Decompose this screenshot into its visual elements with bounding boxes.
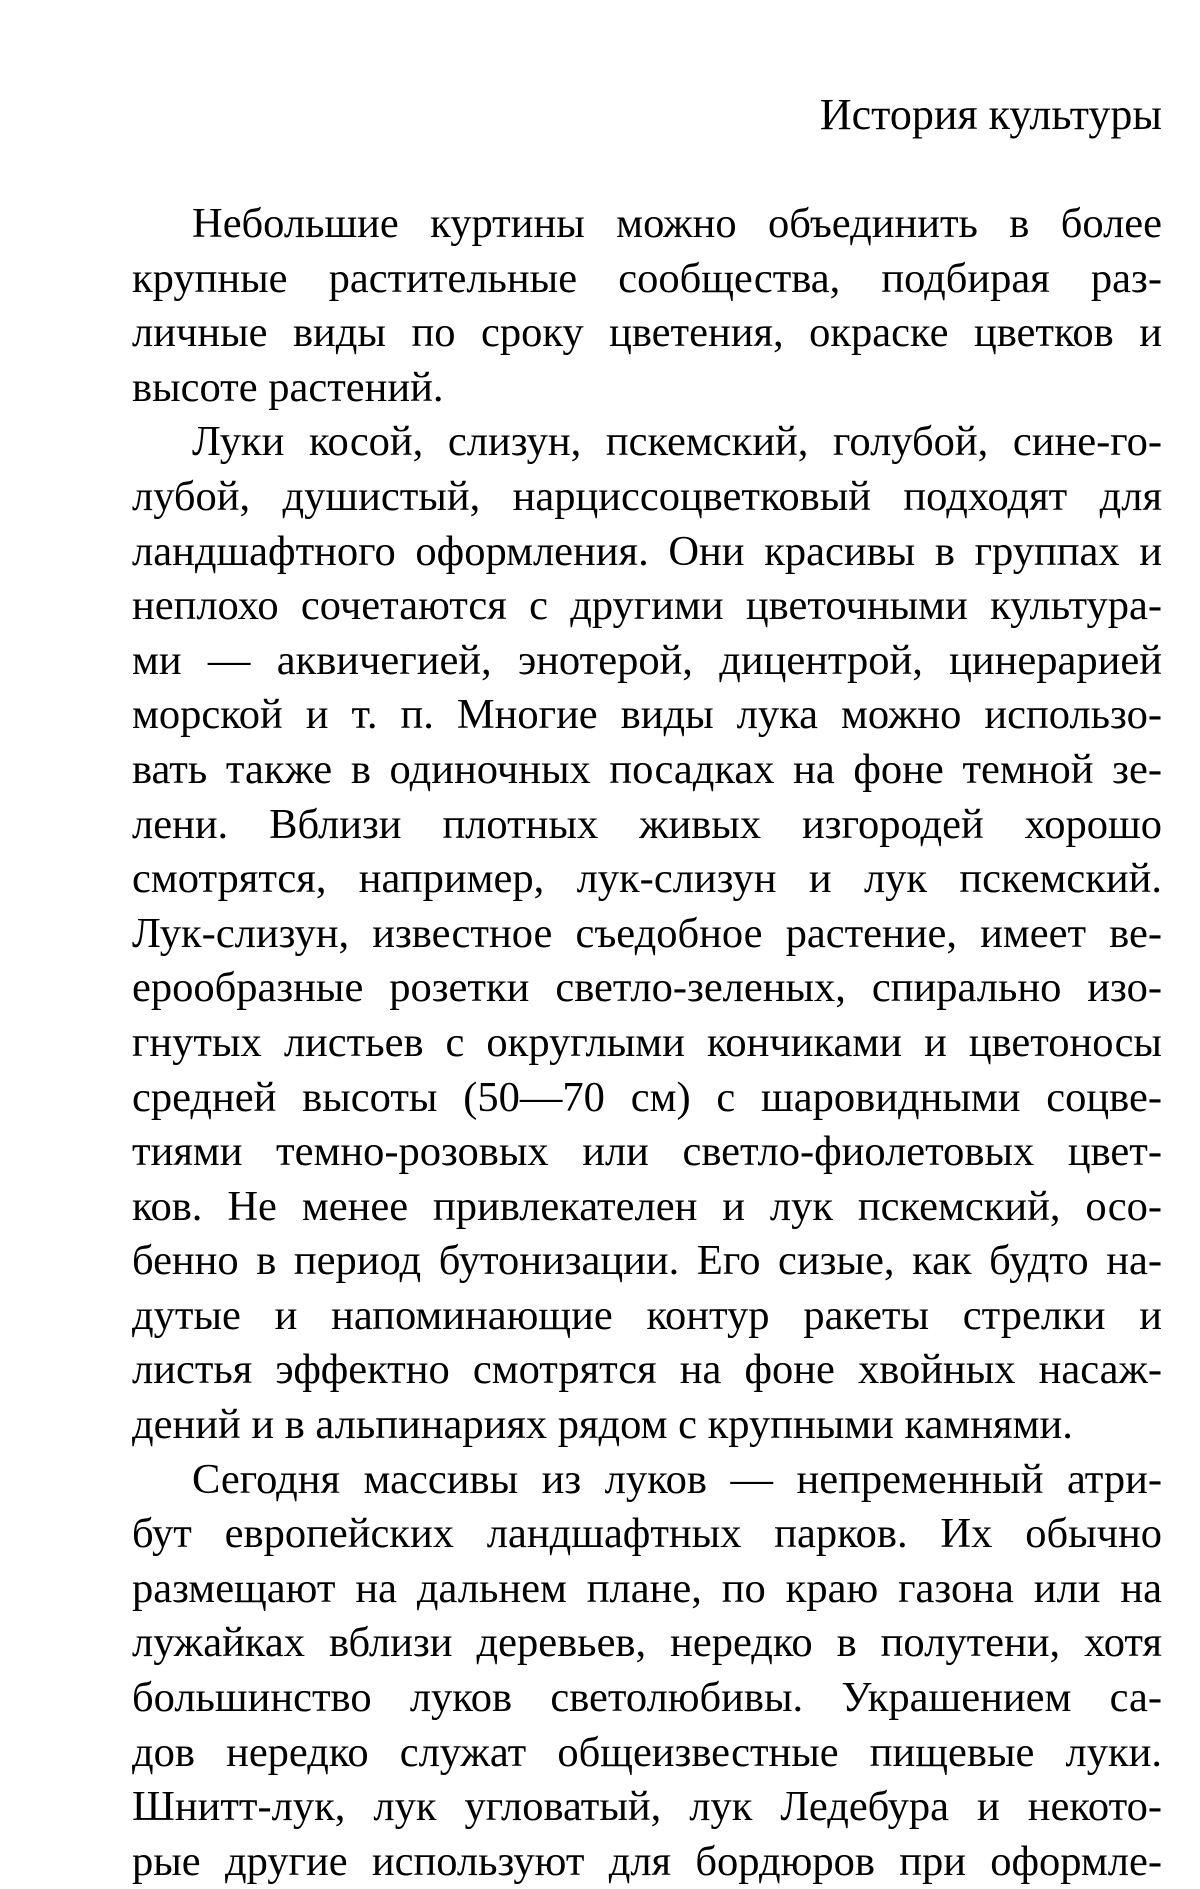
text-line: бут европейских ландшафтных парков. Их обычно [132, 1510, 1162, 1558]
text-line: гнутых листьев с округлыми кончиками и цветоносы [132, 1018, 1162, 1066]
text-line: бенно в период бутонизации. Его сизые, как будто на- [132, 1237, 1162, 1285]
text-line: тиями темно-розовых или светло-фиолетовых цвет- [132, 1128, 1162, 1176]
text-line: Сегодня массивы из луков — непременный атри- [192, 1455, 1162, 1503]
paragraph-1 [132, 197, 1162, 415]
text-line: большинство луков светолюбивы. Украшением са- [132, 1674, 1162, 1722]
text-line: ми — аквичегией, энотерой, дицентрой, цинерарией [132, 636, 1162, 684]
text-line: Лук-слизун, известное съедобное растение, имеет ве- [132, 909, 1162, 957]
body-text [132, 197, 1162, 1889]
text-line: ков. Не менее привлекателен и лук пскемский, осо- [132, 1182, 1162, 1230]
running-head: История культуры [819, 90, 1162, 139]
text-line: крупные растительные сообщества, подбирая раз- [132, 254, 1162, 302]
text-line: рые другие используют для бордюров при оформле- [132, 1837, 1162, 1885]
text-line: дений и в альпинариях рядом с крупными камнями. [132, 1401, 1073, 1449]
text-line: высоте растений. [132, 363, 444, 411]
text-line: лужайках вблизи деревьев, нередко в полутени, хотя [132, 1619, 1162, 1667]
text-line: лубой, душистый, нарциссоцветковый подходят для [132, 472, 1162, 520]
text-line: средней высоты (50—70 см) с шаровидными соцве- [132, 1073, 1162, 1121]
text-line: неплохо сочетаются с другими цветочными культура- [132, 582, 1162, 630]
text-line: размещают на дальнем плане, по краю газона или на [132, 1564, 1162, 1612]
text-line: ерообразные розетки светло-зеленых, спирально изо- [132, 964, 1162, 1012]
text-line: дов нередко служат общеизвестные пищевые луки. [132, 1728, 1162, 1776]
text-line: листья эффектно смотрятся на фоне хвойных насаж- [132, 1346, 1162, 1394]
text-line: вать также в одиночных посадках на фоне темной зе- [132, 745, 1162, 793]
text-line: личные виды по сроку цветения, окраске цветков и [132, 309, 1162, 357]
paragraph-3 [132, 1453, 1162, 1889]
text-line: ландшафтного оформления. Они красивы в группах и [132, 527, 1162, 575]
text-line: Шнитт-лук, лук угловатый, лук Ледебура и некото- [132, 1783, 1162, 1831]
text-line: морской и т. п. Многие виды лука можно использо- [132, 691, 1162, 739]
text-line: Луки косой, слизун, пскемский, голубой, сине-го- [192, 418, 1162, 466]
text-line: смотрятся, например, лук-слизун и лук пскемский. [132, 855, 1162, 903]
text-line: Небольшие куртины можно объединить в более [192, 200, 1162, 247]
text-line: дутые и напоминающие контур ракеты стрелки и [132, 1291, 1162, 1339]
paragraph-2 [132, 415, 1162, 1452]
text-line: лени. Вблизи плотных живых изгородей хорошо [132, 800, 1162, 848]
